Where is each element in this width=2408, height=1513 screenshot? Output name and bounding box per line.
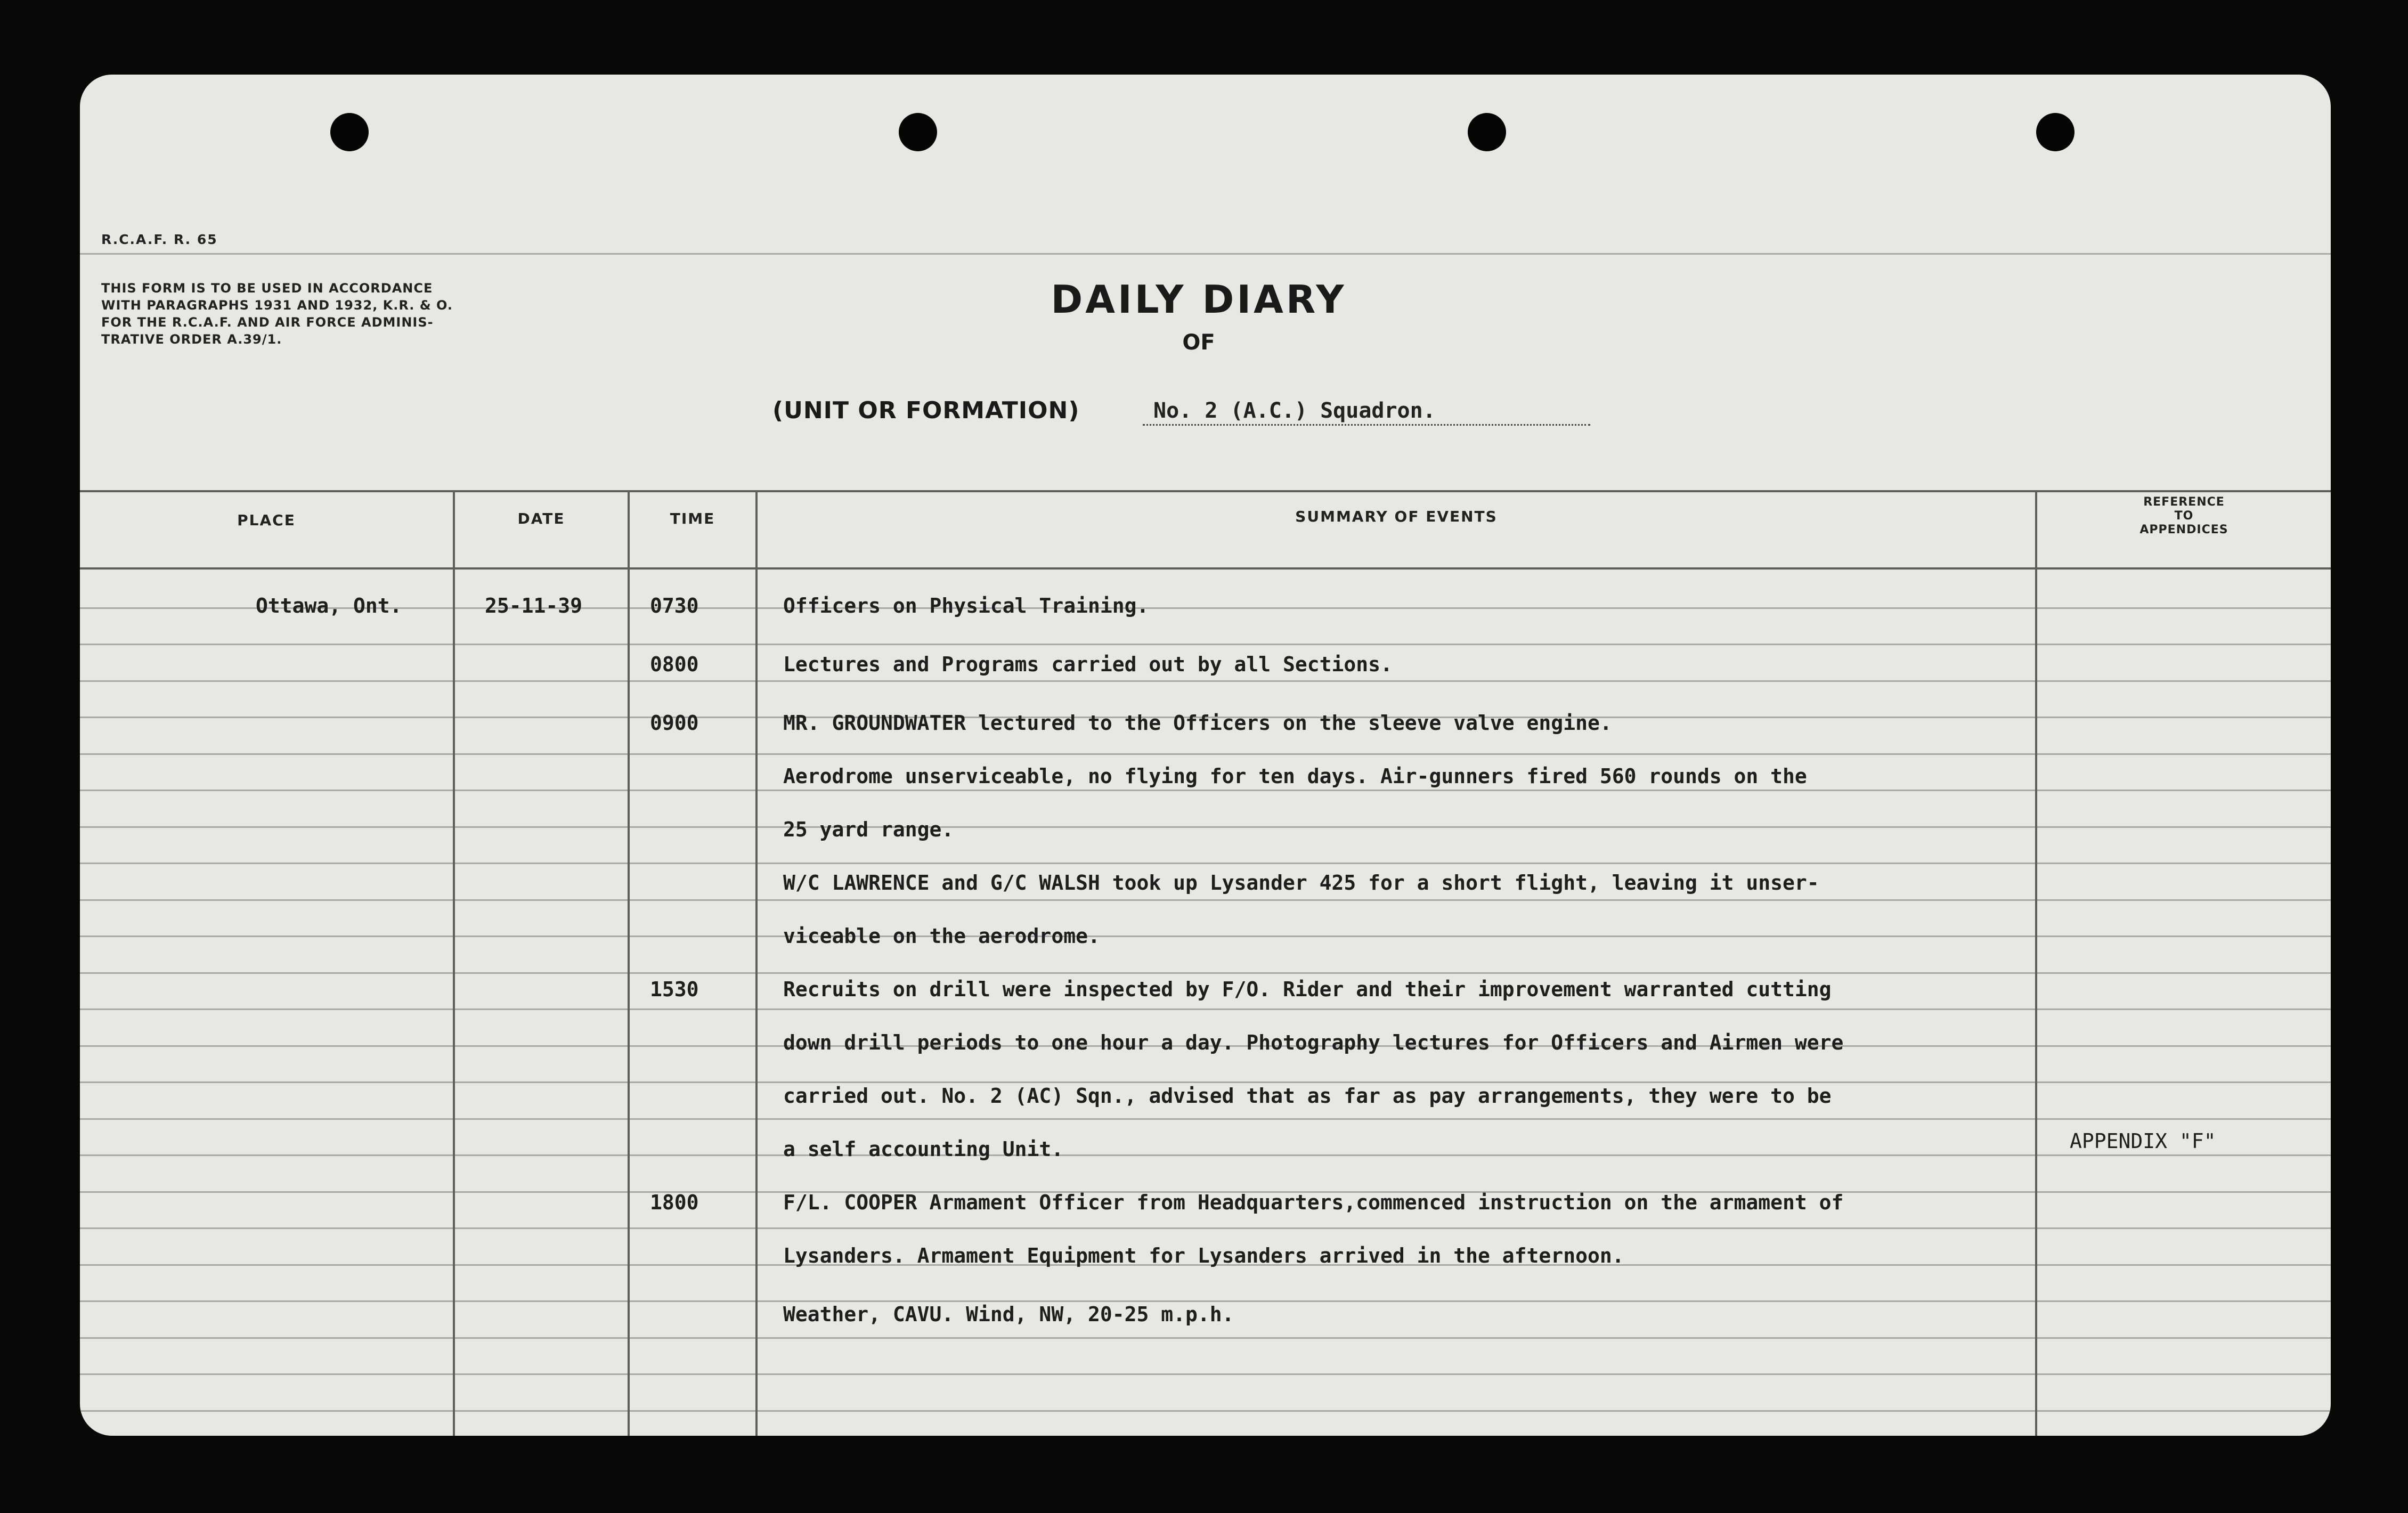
ruled-line	[80, 899, 2331, 901]
ruled-line	[80, 1154, 2331, 1156]
entry-time: 0800	[650, 653, 699, 676]
column-divider	[628, 490, 630, 1436]
summary-line: F/L. COOPER Armament Officer from Headquarters,commenced instruction on the armament of	[783, 1191, 1844, 1214]
column-divider	[755, 490, 758, 1436]
summary-line: Lysanders. Armament Equipment for Lysanders arrived in the afternoon.	[783, 1244, 1624, 1267]
form-number: R.C.A.F. R. 65	[101, 232, 218, 247]
ruled-line	[80, 1410, 2331, 1412]
summary-line: a self accounting Unit.	[783, 1137, 1064, 1161]
entry-time: 0900	[650, 711, 699, 735]
column-header-rule	[80, 567, 2331, 570]
ruled-line	[80, 607, 2331, 609]
summary-line: carried out. No. 2 (AC) Sqn., advised that as far as pay arrangements, they were to be	[783, 1084, 1832, 1108]
entry-place: Ottawa, Ont.	[256, 594, 402, 617]
form-title: DAILY DIARY	[1051, 277, 1347, 322]
summary-line: Aerodrome unserviceable, no flying for ten days. Air-gunners fired 560 rounds on the	[783, 764, 1807, 788]
column-header-date: DATE	[517, 510, 565, 527]
header-rule	[80, 253, 2331, 255]
summary-line: W/C LAWRENCE and G/C WALSH took up Lysander 425 for a short flight, leaving it unser-	[783, 871, 1819, 894]
summary-line: MR. GROUNDWATER lectured to the Officers on the sleeve valve engine.	[783, 711, 1612, 735]
summary-line: Recruits on drill were inspected by F/O. Rider and their improvement warranted cutting	[783, 978, 1832, 1001]
ruled-line	[80, 1008, 2331, 1010]
ruled-line	[80, 1081, 2331, 1083]
ruled-line	[80, 936, 2331, 937]
ruled-line	[80, 972, 2331, 974]
column-divider	[2035, 490, 2037, 1436]
ruled-line	[80, 1300, 2331, 1302]
appendix-reference: APPENDIX "F"	[2070, 1129, 2216, 1153]
summary-line: down drill periods to one hour a day. Photography lectures for Officers and Airmen were	[783, 1031, 1844, 1054]
ruled-line	[80, 1227, 2331, 1229]
entry-date: 25-11-39	[485, 594, 583, 617]
summary-line: 25 yard range.	[783, 818, 954, 841]
column-divider	[453, 490, 455, 1436]
column-header-place: PLACE	[237, 511, 296, 529]
ruled-line	[80, 1373, 2331, 1375]
column-header-time: TIME	[670, 510, 715, 527]
binder-hole	[1468, 113, 1506, 151]
entry-time: 1800	[650, 1191, 699, 1214]
form-instructions: THIS FORM IS TO BE USED IN ACCORDANCE WITH PARAGRAPHS 1931 AND 1932, K.R. & O. FOR THE R.C.A.F. AND AIR FORCE ADMINIS- TRATIVE ORDER A.39/1.	[101, 281, 453, 347]
ruled-line	[80, 1337, 2331, 1339]
entry-time: 1530	[650, 978, 699, 1001]
binder-hole	[330, 113, 369, 151]
ruled-line	[80, 790, 2331, 791]
binder-hole	[899, 113, 937, 151]
form-subtitle-of: OF	[1182, 330, 1215, 355]
ruled-line	[80, 826, 2331, 828]
ruled-line	[80, 680, 2331, 682]
binder-hole	[2036, 113, 2075, 151]
ruled-line	[80, 644, 2331, 645]
entry-time: 0730	[650, 594, 699, 617]
ruled-line	[80, 1118, 2331, 1120]
summary-line: Weather, CAVU. Wind, NW, 20-25 m.p.h.	[783, 1303, 1234, 1326]
summary-line: viceable on the aerodrome.	[783, 924, 1100, 948]
column-header-reference: REFERENCE TO APPENDICES	[2139, 495, 2228, 536]
summary-line: Lectures and Programs carried out by all Sections.	[783, 653, 1393, 676]
unit-value: No. 2 (A.C.) Squadron.	[1143, 398, 1590, 426]
diary-form-card	[80, 75, 2331, 1436]
column-header-summary: SUMMARY OF EVENTS	[1295, 508, 1498, 525]
ruled-line	[80, 863, 2331, 864]
unit-label: (UNIT OR FORMATION)	[772, 397, 1080, 424]
ruled-line	[80, 753, 2331, 755]
header-rule	[80, 490, 2331, 492]
summary-line: Officers on Physical Training.	[783, 594, 1149, 617]
